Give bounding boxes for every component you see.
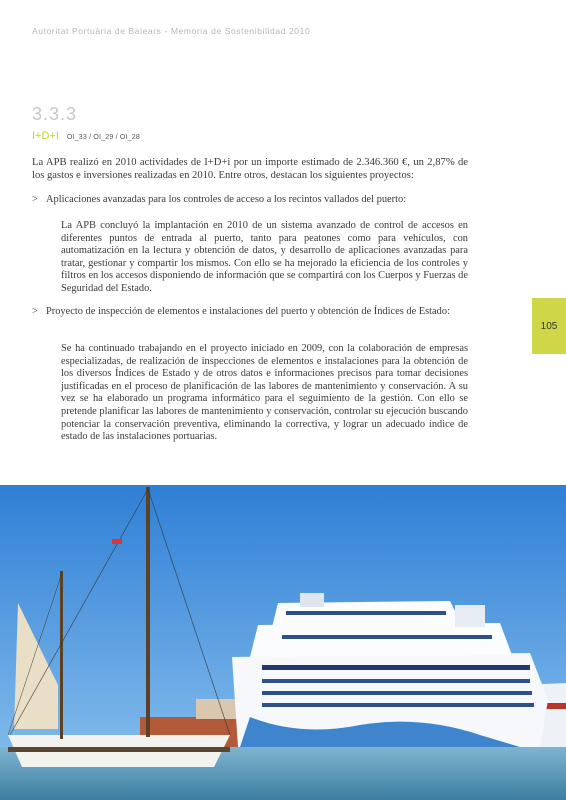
sailboat-mast	[60, 571, 63, 739]
dock-structure	[196, 699, 236, 719]
bullet-marker: >	[32, 194, 38, 205]
harbor-photo	[0, 485, 566, 800]
bullet-title: Aplicaciones avanzadas para los controles de acceso a los recintos vallados del puerto:	[46, 194, 407, 205]
bullet-item-inspection	[32, 306, 468, 319]
section-number: 3.3.3	[32, 104, 78, 124]
flag	[112, 539, 122, 544]
running-header: Autoritat Portuària de Balears - Memoria de Sostenibilidad 2010	[32, 26, 311, 36]
section-heading	[32, 126, 140, 144]
bullet-marker: >	[32, 306, 38, 317]
body-paragraph: Se ha continuado trabajando en el proyecto iniciado en 2009, con la colaboración de empresas especializadas, de realización de inspecciones de elementos e instalaciones para la obtención de los diversos Índices de Estado y de otros datos e informaciones precisos para tomar decisiones justificadas en el proceso de planificación de las labores de mantenimiento y conservación. A su vez se ha elaborado un programa informático para el seguimiento de la gestión. Con ello se pretende planificar las labores de mantenimiento y conservación, controlar su ejecución buscando potenciar la conservación preventiva, eliminando la correctiva, y lograr un adecuado índice de estado de las instalaciones portuarias.	[61, 343, 468, 443]
page-number-tab	[532, 298, 566, 354]
bullet-title: Proyecto de inspección de elementos e instalaciones del puerto y obtención de Índices de Estado:	[46, 306, 450, 317]
section-codes: OI_33 / OI_29 / OI_28	[66, 134, 140, 141]
page-number: 105	[540, 320, 558, 332]
intro-paragraph: La APB realizó en 2010 actividades de I+D+i por un importe estimado de 2.346.360 €, un 2,87% de los gastos e inversiones realizadas en 2010. Entre otros, destacan los siguientes proyectos:	[32, 157, 468, 181]
body-paragraph: La APB concluyó la implantación en 2010 de un sistema avanzado de control de accesos en diferentes puntos de entrada al puerto, tanto para peatones como para vehículos, con automatización en la lectura y obtención de datos, y desarrollo de aplicaciones avanzadas para tratar, gestionar y compartir los mismos. Con ello se ha mejorado la eficiencia de los controles y filtros en los accesos disponiendo de información que se compartirá con los Cuerpos y Fuerzas de Seguridad del Estado.	[61, 220, 468, 294]
sailboat-mast-main	[146, 487, 150, 737]
bullet-item-access-control	[32, 194, 468, 207]
section-title: I+D+I	[32, 130, 59, 142]
